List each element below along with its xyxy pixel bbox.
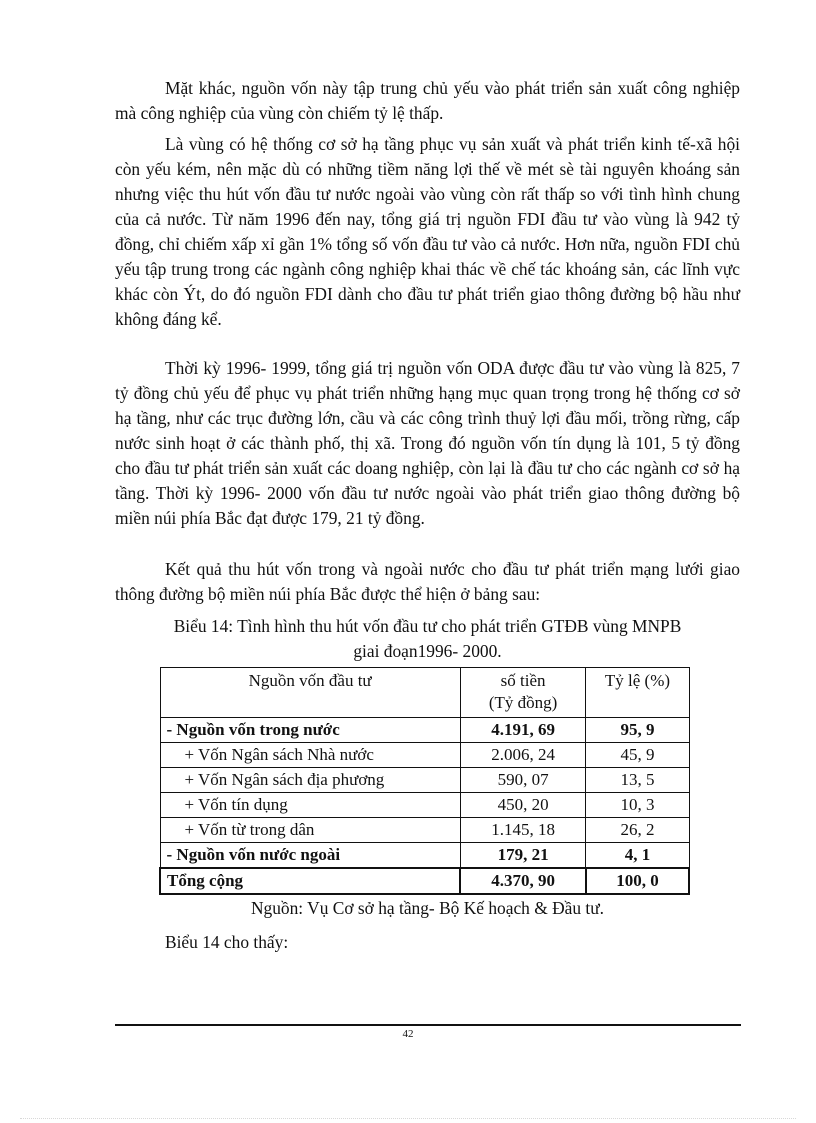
header-amount-line-2: (Tỷ đồng) <box>488 693 558 712</box>
row-ratio: 26, 2 <box>586 818 689 843</box>
row-label: - Nguồn vốn nước ngoài <box>160 843 460 869</box>
header-amount-line-1: số tiền <box>500 671 546 690</box>
table-caption <box>115 614 740 664</box>
page-edge-divider <box>20 1118 796 1119</box>
row-ratio: 10, 3 <box>586 793 689 818</box>
row-amount: 1.145, 18 <box>460 818 586 843</box>
row-label: + Vốn Ngân sách Nhà nước <box>160 743 460 768</box>
table-source-note: Nguồn: Vụ Cơ sở hạ tầng- Bộ Kế hoạch & Đầu tư. <box>250 898 605 918</box>
paragraph-text: Thời kỳ 1996- 1999, tổng giá trị nguồn vốn ODA được đầu tư vào vùng là 825, 7 tỷ đồng chủ yếu để phục vụ phát triển những hạng mục quan trọng trong hệ thống cơ sở hạ tầng, như các trục đường lớn, cầu và các công trình thuỷ lợi đầu mối, trồng rừng, cấp nước sinh hoạt ở các thành phố, thị xã. Trong đó nguồn vốn tín dụng là 101, 5 tỷ đồng cho đầu tư phát triển sản xuất các doang nghiệp, còn lại là đầu tư cho các ngành cơ sở hạ tầng. Thời kỳ 1996- 2000 vốn đầu tư nước ngoài vào phát triển giao thông đường bộ miền núi phía Bắc đạt được 179, 21 tỷ đồng. <box>115 358 740 528</box>
table-row-state-budget <box>160 743 689 768</box>
row-label: + Vốn tín dụng <box>160 793 460 818</box>
row-label: + Vốn Ngân sách địa phương <box>160 768 460 793</box>
table-row-local-budget <box>160 768 689 793</box>
row-label: - Nguồn vốn trong nước <box>160 718 460 743</box>
row-amount: 4.191, 69 <box>460 718 586 743</box>
table-row-credit <box>160 793 689 818</box>
row-amount: 450, 20 <box>460 793 586 818</box>
row-ratio: 100, 0 <box>586 868 689 894</box>
after-table-text: Biểu 14 cho thấy: <box>165 932 289 952</box>
table-caption-line-1: Biểu 14: Tình hình thu hút vốn đầu tư cho phát triển GTĐB vùng MNPB <box>173 616 682 636</box>
paragraph-3 <box>115 356 740 531</box>
paragraph-4 <box>115 557 740 607</box>
table-caption-line-2: giai đoạn1996- 2000. <box>353 641 502 661</box>
paragraph-2 <box>115 132 740 332</box>
table-row-foreign <box>160 843 689 869</box>
row-ratio: 45, 9 <box>586 743 689 768</box>
header-source: Nguồn vốn đầu tư <box>160 668 460 718</box>
table-header-row <box>160 668 689 718</box>
footer-divider <box>115 1024 741 1026</box>
header-amount <box>460 668 586 718</box>
paragraph-text: Mặt khác, nguồn vốn này tập trung chủ yếu vào phát triển sản xuất công nghiệp mà công nghiệp của vùng còn chiếm tỷ lệ thấp. <box>115 78 740 123</box>
investment-table <box>159 667 690 895</box>
header-ratio: Tỷ lệ (%) <box>586 668 689 718</box>
paragraph-text: Kết quả thu hút vốn trong và ngoài nước cho đầu tư phát triển mạng lưới giao thông đường bộ miền núi phía Bắc được thể hiện ở bảng sau: <box>115 559 740 604</box>
table-row-total <box>160 868 689 894</box>
row-label: Tổng cộng <box>160 868 460 894</box>
paragraph-text: Là vùng có hệ thống cơ sở hạ tầng phục vụ sản xuất và phát triển kinh tế-xã hội còn yếu kém, nên mặc dù có những tiềm năng lợi thế về mét sè tài nguyên khoáng sản nhưng việc thu hút vốn đầu tư nước ngoài vào vùng còn rất thấp so với tình hình chung của cả nước. Từ năm 1996 đến nay, tổng giá trị nguồn FDI đầu tư vào vùng là 942 tỷ đồng, chỉ chiếm xấp xỉ gần 1% tổng số vốn đầu tư vào cả nước. Hơn nữa, nguồn FDI chủ yếu tập trung trong các ngành công nghiệp khai thác về chế tác khoáng sản, các lĩnh vực khác còn Ýt, do đó nguồn FDI dành cho đầu tư phát triển giao thông đường bộ hầu như không đáng kể. <box>115 134 740 329</box>
page-number: 42 <box>402 1028 414 1040</box>
paragraph-1 <box>115 76 740 126</box>
row-amount: 2.006, 24 <box>460 743 586 768</box>
row-amount: 590, 07 <box>460 768 586 793</box>
table-row-domestic <box>160 718 689 743</box>
row-ratio: 4, 1 <box>586 843 689 869</box>
row-ratio: 95, 9 <box>586 718 689 743</box>
row-ratio: 13, 5 <box>586 768 689 793</box>
row-label: + Vốn từ trong dân <box>160 818 460 843</box>
row-amount: 4.370, 90 <box>460 868 586 894</box>
table-row-private <box>160 818 689 843</box>
row-amount: 179, 21 <box>460 843 586 869</box>
